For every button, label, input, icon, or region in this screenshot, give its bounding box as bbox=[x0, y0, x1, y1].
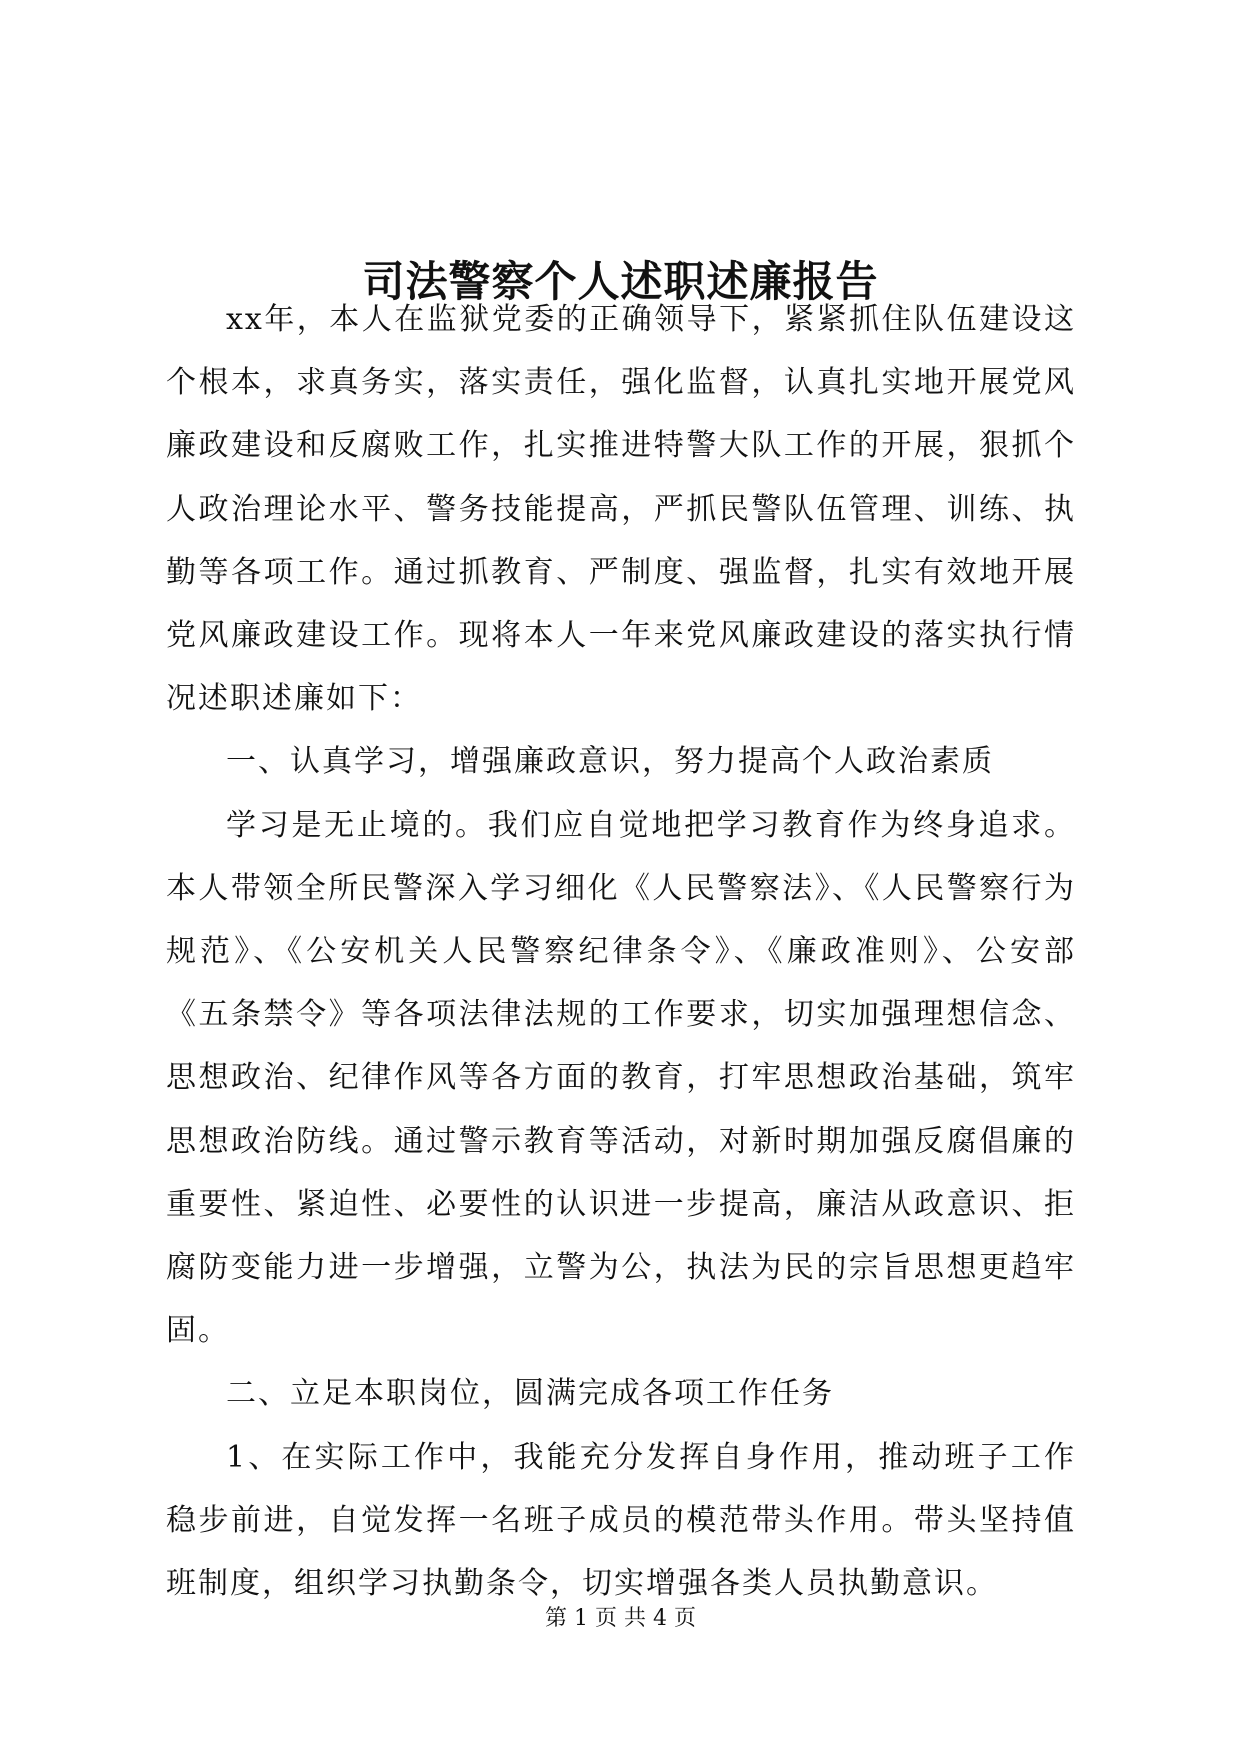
page-number-footer: 第 1 页 共 4 页 bbox=[545, 1606, 696, 1631]
paragraph-study: 学习是无止境的。我们应自觉地把学习教育作为终身追求。本人带领全所民警深入学习细化《人民警察法》、《人民警察行为规范》、《公安机关人民警察纪律条令》、《廉政准则》、公安部《五条禁令》等各项法律法规的工作要求，切实加强理想信念、思想政治、纪律作风等各方面的教育，打牢思想政治基础，筑牢思想政治防线。通过警示教育等活动，对新时期加强反腐倡廉的重要性、紧迫性、必要性的认识进一步提高，廉洁从政意识、拒腐防变能力进一步增强，立警为公，执法为民的宗旨思想更趋牢固。 bbox=[166, 807, 1076, 1349]
section-heading-2: 二、立足本职岗位，圆满完成各项工作任务 bbox=[226, 1376, 834, 1412]
document-title: 司法警察个人述职述廉报告 bbox=[362, 257, 879, 307]
paragraph-intro: xx年，本人在监狱党委的正确领导下，紧紧抓住队伍建设这个根本，求真务实，落实责任，强化监督，认真扎实地开展党风廉政建设和反腐败工作，扎实推进特警大队工作的开展，狠抓个人政治理论水平、警务技能提高，严抓民警队伍管理、训练、执勤等各项工作。通过抓教育、严制度、强监督，扎实有效地开展党风廉政建设工作。现将本人一年来党风廉政建设的落实执行情况述职述廉如下： bbox=[166, 302, 1076, 717]
paragraph-duty-1: 1、在实际工作中，我能充分发挥自身作用，推动班子工作稳步前进，自觉发挥一名班子成员的模范带头作用。带头坚持值班制度，组织学习执勤条令，切实增强各类人员执勤意识。 bbox=[166, 1439, 1076, 1602]
section-heading-1: 一、认真学习，增强廉政意识，努力提高个人政治素质 bbox=[226, 744, 994, 780]
document-body bbox=[166, 288, 1076, 1615]
